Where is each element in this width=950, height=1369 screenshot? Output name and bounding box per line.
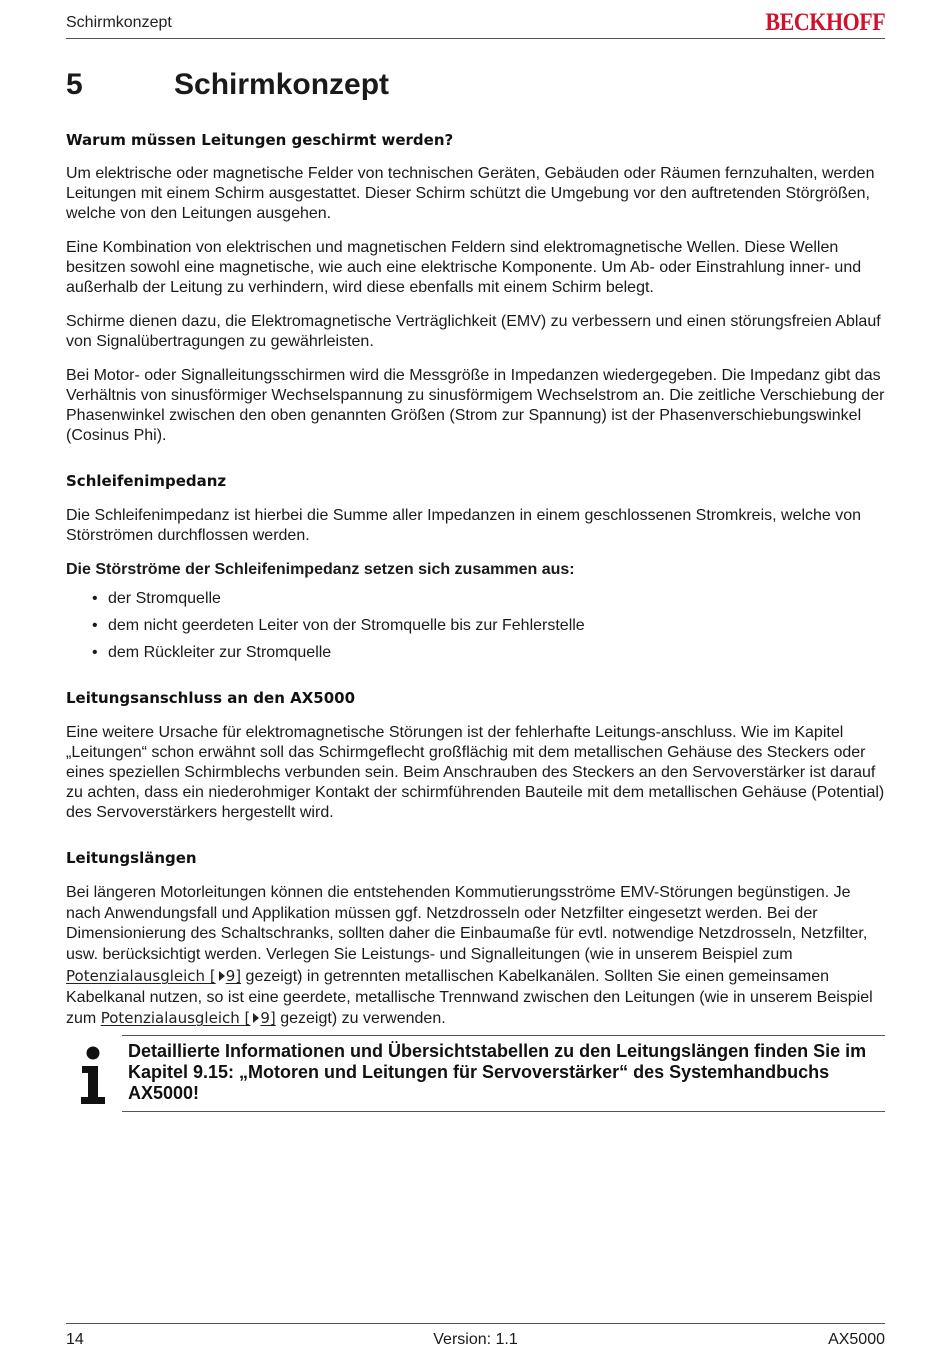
paragraph-em-waves: Eine Kombination von elektrischen und magnetischen Feldern sind elektromagnetische Wellen. Diese Wellen besitzen sowohl eine magnetische, wie auch eine elektrische Komponente. Um Ab- oder Einstrahlung inner- und außerhalb der Leitung zu verhindern, wird diese ebenfalls mit einem Schirm belegt. — [66, 239, 862, 296]
section-heading-cable-connection: Leitungsanschluss an den AX5000 — [66, 689, 356, 707]
paragraph-loop-impedance: Die Schleifenimpedanz ist hierbei die Summe aller Impedanzen in einem geschlossenen Stromkreis, welche von Störströmen durchflossen werden. — [66, 507, 862, 544]
paragraph-impedance: Bei Motor- oder Signalleitungsschirmen wird die Messgröße in Impedanzen wiedergegeben. Die Impedanz gibt das Verhältnis von sinusförmiger Wechselspannung zu sinusförmigem Wechselstrom an. Die zeitliche Verschiebung der Phasenwinkel zwischen den oben genannten Größen (Strom zur Spannung) ist der Phasenverschiebungswinkel (Cosinus Phi). — [66, 367, 885, 444]
paragraph-cable-connection: Eine weitere Ursache für elektromagnetische Störungen ist der fehlerhafte Leitungs-anschluss. Wie im Kapitel „Leitungen“ schon erwähnt soll das Schirmgeflecht großflächig mit dem metallischen Gehäuse des Steckers oder eines speziellen Schirmblechs verbunden sein. Beim Anschrauben des Steckers an den Servoverstärker ist darauf zu achten, dass ein niederohmiger Kontakt der schirmführenden Bauteile mit dem metallischen Gehäuse (Potential) des Servoverstärkers hergestellt wird. — [66, 724, 885, 821]
list-item: • dem Rückleiter zur Stromquelle — [66, 643, 886, 663]
page-content — [66, 130, 886, 1030]
page-footer — [66, 1323, 885, 1364]
section-heading-loop-impedance: Schleifenimpedanz — [66, 472, 227, 490]
info-note — [66, 1035, 885, 1112]
link-potenzialausgleich[interactable]: Potenzialausgleich [ 9] — [66, 966, 242, 985]
product-name: AX5000 — [828, 1331, 885, 1348]
section-heading-why-shield: Warum müssen Leitungen geschirmt werden? — [66, 131, 454, 149]
section-heading-cable-lengths: Leitungslängen — [66, 849, 197, 867]
cable-lengths-text-3: gezeigt) zu verwenden. — [280, 1010, 446, 1028]
paragraph-emv: Schirme dienen dazu, die Elektromagnetische Verträglichkeit (EMV) zu verbessern und einen störungsfreien Ablauf von Signalübertragungen zu gewährleisten. — [66, 313, 881, 350]
arrow-right-icon — [253, 1013, 259, 1023]
paragraph-cable-lengths — [66, 883, 886, 1030]
cable-lengths-text-1: Bei längeren Motorleitungen können die entstehenden Kommutierungsströme EMV-Störungen begünstigen. Je nach Anwendungsfall und Applikation müssen ggf. Netzdrosseln oder Netzfilter eingesetzt werden. Bei der Dimensionierung des Schaltschranks, sollten daher die Einbaumaße für evtl. notwendige Netzdrosseln, Netzfilter, usw. berücksichtigt werden. Verlegen Sie Leistungs- und Signalleitungen (wie in unserem Beispiel zum — [66, 884, 868, 964]
bullet-list — [66, 589, 886, 663]
version-label: Version: 1.1 — [433, 1331, 518, 1348]
divider — [122, 1111, 885, 1112]
paragraph-interference-currents: Die Störströme der Schleifenimpedanz setzen sich zusammen aus: — [66, 561, 575, 578]
note-text: Detaillierte Informationen und Übersichtstabellen zu den Leitungslängen finden Sie im Kapitel 9.15: „Motoren und Leitungen für Servoverstärker“ des Systemhandbuchs AX5000! — [128, 1041, 867, 1103]
link-potenzialausgleich[interactable]: Potenzialausgleich [ 9] — [100, 1009, 276, 1028]
chapter-number: 5 — [66, 68, 83, 101]
list-item: • der Stromquelle — [66, 589, 886, 609]
beckhoff-logo: BECKHOFF — [765, 9, 885, 36]
page-number: 14 — [66, 1331, 84, 1348]
chapter-title: Schirmkonzept — [174, 68, 390, 101]
paragraph-shield-purpose: Um elektrische oder magnetische Felder von technischen Geräten, Gebäuden oder Räumen fernzuhalten, werden Leitungen mit einem Schirm ausgestattet. Dieser Schirm schützt die Umgebung vor den auftretenden Störgrößen, welche von den Leitungen ausgehen. — [66, 165, 875, 222]
cable-lengths-text-2: gezeigt) in getrennten metallischen Kabelkanälen. Sollten Sie einen gemeinsamen Kabelkanal nutzen, so ist eine geerdete, metallische Trennwand zwischen den Leitungen (wie in unserem Beispiel zum — [66, 967, 873, 1028]
page-header — [66, 8, 885, 39]
divider — [122, 1035, 885, 1036]
info-icon — [79, 1046, 107, 1104]
list-item: • dem nicht geerdeten Leiter von der Stromquelle bis zur Fehlerstelle — [66, 616, 886, 636]
arrow-right-icon — [219, 971, 225, 981]
running-title: Schirmkonzept — [66, 14, 172, 31]
